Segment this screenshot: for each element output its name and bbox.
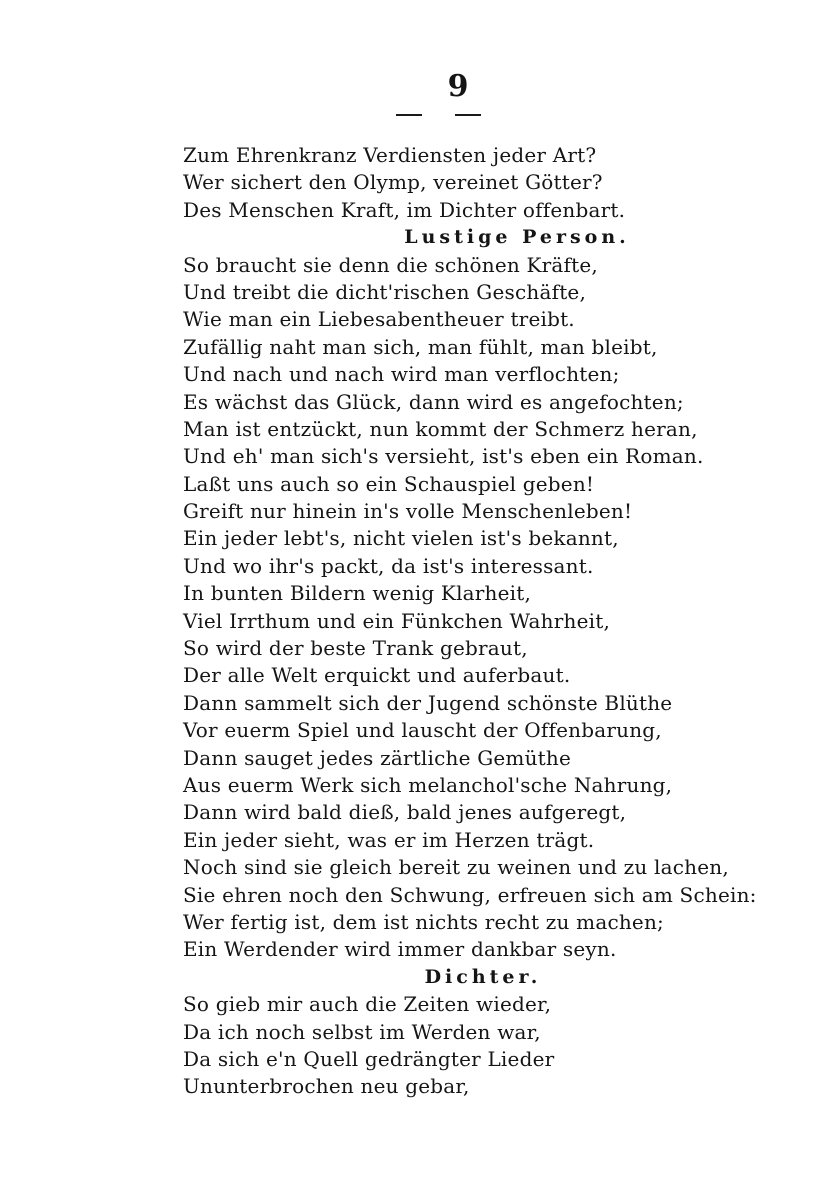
verse-line: Zum Ehrenkranz Verdiensten jeder Art? bbox=[183, 143, 597, 167]
verse-line: Vor euerm Spiel und lauscht der Offenbarung, bbox=[183, 718, 662, 743]
verse-line: Wie man ein Liebesabentheuer treibt. bbox=[183, 307, 575, 332]
verse-line: Wer fertig ist, dem ist nichts recht zu machen; bbox=[183, 909, 664, 934]
verse-line: Ununterbrochen neu gebar, bbox=[183, 1074, 470, 1099]
verse-line: Viel Irrthum und ein Fünkchen Wahrheit, bbox=[183, 608, 611, 633]
verse-line: So braucht sie denn die schönen Kräfte, bbox=[183, 252, 598, 277]
verse-line: Dann wird bald dieß, bald jenes aufgeregt, bbox=[183, 800, 627, 825]
page-number: 9 bbox=[447, 69, 469, 104]
verse-line: Und treibt die dicht'rischen Geschäfte, bbox=[183, 279, 587, 304]
verse-line: Dann sauget jedes zärtliche Gemüthe bbox=[183, 745, 572, 770]
verse-line: Und wo ihr's packt, da ist's interessant. bbox=[183, 553, 594, 578]
verse-line: Sie ehren noch den Schwung, erfreuen sich am Schein: bbox=[183, 882, 757, 907]
verse-line: Dann sammelt sich der Jugend schönste Blüthe bbox=[183, 690, 673, 715]
verse-line: Laßt uns auch so ein Schauspiel geben! bbox=[183, 471, 595, 496]
verse-line: Und eh' man sich's versieht, ist's eben ein Roman. bbox=[183, 444, 704, 469]
verse-line: Aus euerm Werk sich melanchol'sche Nahrung, bbox=[183, 772, 673, 797]
verse-text bbox=[183, 142, 757, 1101]
verse-line: So wird der beste Trank gebraut, bbox=[183, 636, 528, 661]
verse-line: Wer sichert den Olymp, vereinet Götter? bbox=[183, 170, 603, 195]
speaker-heading: Dichter. bbox=[424, 965, 542, 988]
verse-line: Da ich noch selbst im Werden war, bbox=[183, 1019, 541, 1044]
verse-line: Noch sind sie gleich bereit zu weinen und zu lachen, bbox=[183, 855, 729, 880]
verse-line: Es wächst das Glück, dann wird es angefochten; bbox=[183, 389, 684, 414]
verse-line: Der alle Welt erquickt und auferbaut. bbox=[183, 663, 571, 688]
header-dash-right bbox=[455, 114, 481, 116]
verse-line: In bunten Bildern wenig Klarheit, bbox=[183, 581, 532, 606]
header-dash-left bbox=[396, 114, 422, 116]
verse-line: Des Menschen Kraft, im Dichter offenbart. bbox=[183, 197, 626, 222]
verse-line: Ein jeder lebt's, nicht vielen ist's bekannt, bbox=[183, 526, 619, 551]
verse-line: Und nach und nach wird man verflochten; bbox=[183, 362, 620, 387]
verse-line: Ein Werdender wird immer dankbar seyn. bbox=[183, 937, 617, 962]
speaker-heading: Lustige Person. bbox=[404, 226, 630, 249]
verse-line: Ein jeder sieht, was er im Herzen trägt. bbox=[183, 827, 595, 852]
verse-line: So gieb mir auch die Zeiten wieder, bbox=[183, 992, 552, 1017]
verse-line: Greift nur hinein in's volle Menschenleben! bbox=[183, 499, 633, 524]
verse-line: Da sich e'n Quell gedrängter Lieder bbox=[183, 1046, 555, 1071]
verse-line: Man ist entzückt, nun kommt der Schmerz heran, bbox=[183, 416, 698, 441]
verse-line: Zufällig naht man sich, man fühlt, man bleibt, bbox=[183, 334, 658, 359]
